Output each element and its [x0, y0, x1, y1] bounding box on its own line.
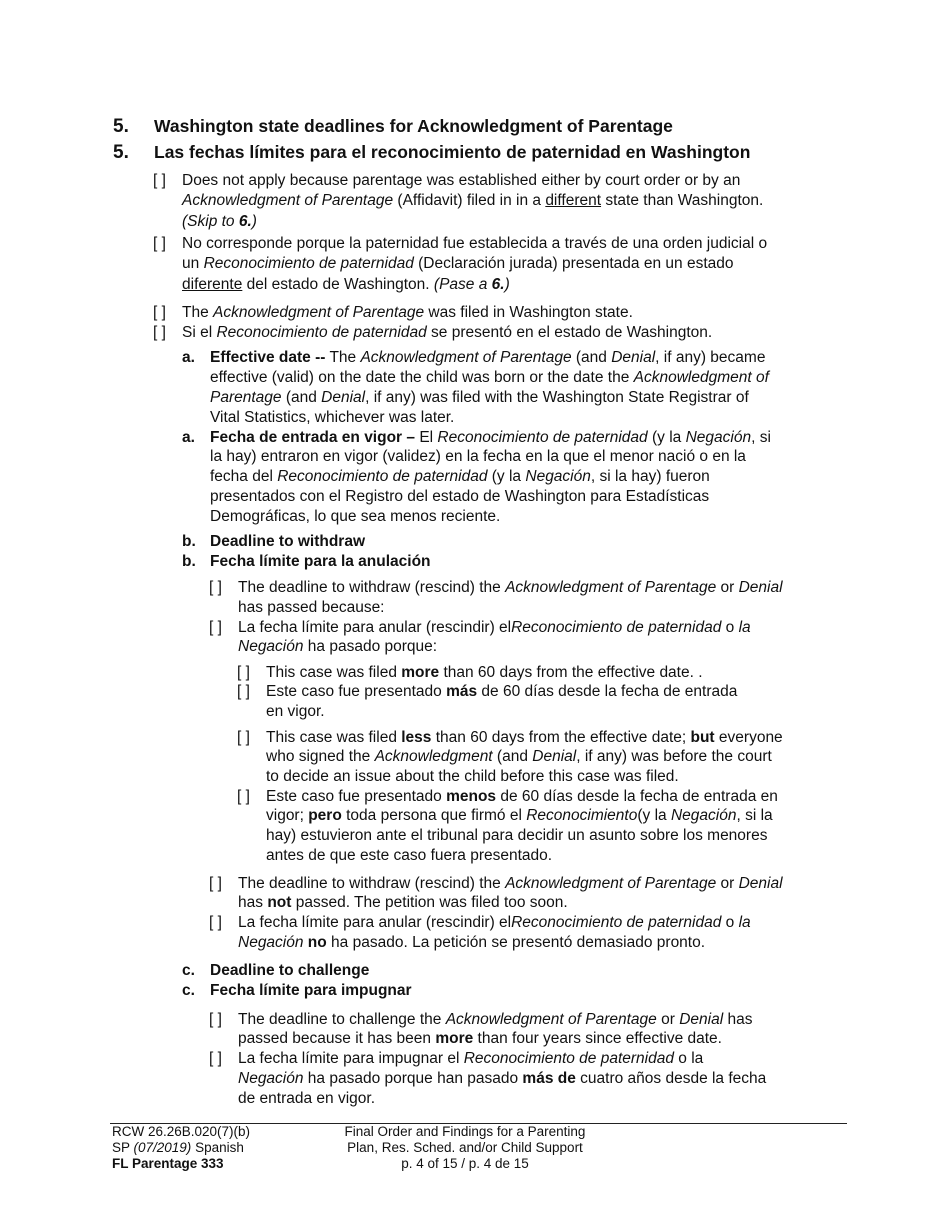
b-notpassed-en-line1: The deadline to withdraw (rescind) the Acknowledgment of Parentage or Denial — [238, 875, 783, 892]
item-a-es-line3: fecha del Reconocimiento de paternidad (y la Negación, si la hay) fueron — [210, 468, 710, 485]
item-a-en-line2: effective (valid) on the date the child was born or the date the Acknowledgment of — [210, 369, 769, 386]
more60-es-line1: Este caso fue presentado más de 60 días desde la fecha de entrada — [266, 683, 738, 700]
checkbox-filed-wa-en[interactable]: [ ] — [153, 304, 166, 321]
checkbox-challenge-passed-en[interactable]: [ ] — [209, 1011, 222, 1028]
less60-es-line3: hay) estuvieron ante el tribunal para decidir un asunto sobre los menores — [266, 827, 768, 844]
less60-es-line4: antes de que este caso fuera presentado. — [266, 847, 553, 864]
less60-es-line2: vigor; pero toda persona que firmó el Reconocimiento(y la Negación, si la — [266, 807, 773, 824]
checkbox-not-apply-es[interactable]: [ ] — [153, 235, 166, 252]
checkbox-withdraw-passed-en[interactable]: [ ] — [209, 579, 222, 596]
footer-form-number: FL Parentage 333 — [112, 1156, 224, 1171]
item-a-es-line5: Demográficas, lo que sea menos reciente. — [210, 508, 501, 525]
c-es-line1: La fecha límite para impugnar el Reconocimiento de paternidad o la — [238, 1050, 704, 1067]
b-notpassed-es-line2: Negación no ha pasado. La petición se presentó demasiado pronto. — [238, 934, 706, 951]
item-c-label-en: c. — [182, 962, 195, 979]
section-title-en: Washington state deadlines for Acknowledgment of Parentage — [154, 116, 673, 136]
opt1-en-line1: Does not apply because parentage was established either by court order or by an — [182, 172, 741, 189]
opt2-es: Si el Reconocimiento de paternidad se presentó en el estado de Washington. — [182, 324, 713, 341]
item-a-es-line1: Fecha de entrada en vigor – El Reconocimiento de paternidad (y la Negación, si — [210, 429, 771, 446]
item-c-heading-en: Deadline to challenge — [210, 962, 370, 979]
opt1-en-line2: Acknowledgment of Parentage (Affidavit) filed in in a different state than Washington. — [182, 192, 764, 209]
checkbox-less60-en[interactable]: [ ] — [237, 729, 250, 746]
opt2-en: The Acknowledgment of Parentage was filed in Washington state. — [182, 304, 633, 321]
section-title-es: Las fechas límites para el reconocimiento de paternidad en Washington — [154, 142, 751, 162]
item-a-label-es: a. — [182, 429, 195, 446]
item-a-en-line4: Vital Statistics, whichever was later. — [210, 409, 455, 426]
c-en-line1: The deadline to challenge the Acknowledgment of Parentage or Denial has — [238, 1011, 753, 1028]
checkbox-less60-es[interactable]: [ ] — [237, 788, 250, 805]
less60-en-line1: This case was filed less than 60 days from the effective date; but everyone — [266, 729, 783, 746]
item-b-heading-es: Fecha límite para la anulación — [210, 553, 431, 570]
b-notpassed-en-line2: has not passed. The petition was filed too soon. — [238, 894, 568, 911]
checkbox-withdraw-notpassed-en[interactable]: [ ] — [209, 875, 222, 892]
footer-rcw: RCW 26.26B.020(7)(b) — [112, 1124, 251, 1139]
footer-page-number: p. 4 of 15 / p. 4 de 15 — [401, 1156, 529, 1171]
more60-es-line2: en vigor. — [266, 703, 325, 720]
opt1-es-line1: No corresponde porque la paternidad fue establecida a través de una orden judicial o — [182, 235, 768, 252]
footer-title-line2: Plan, Res. Sched. and/or Child Support — [347, 1140, 583, 1155]
b-notpassed-es-line1: La fecha límite para anular (rescindir) elReconocimiento de paternidad o la — [238, 914, 751, 931]
item-a-label-en: a. — [182, 349, 195, 366]
item-a-es-line4: presentados con el Registro del estado de Washington para Estadísticas — [210, 488, 710, 505]
less60-en-line3: to decide an issue about the child before this case was filed. — [266, 768, 679, 785]
checkbox-challenge-passed-es[interactable]: [ ] — [209, 1050, 222, 1067]
item-a-es-line2: la hay) entraron en vigor (validez) en la fecha en la que el menor nació o en la — [210, 448, 746, 465]
item-b-label-es: b. — [182, 553, 196, 570]
c-en-line2: passed because it has been more than four years since effective date. — [238, 1030, 722, 1047]
more60-en: This case was filed more than 60 days from the effective date. . — [266, 664, 703, 681]
item-b-heading-en: Deadline to withdraw — [210, 533, 366, 550]
footer-sp: SP (07/2019) Spanish — [112, 1140, 244, 1155]
checkbox-not-apply-en[interactable]: [ ] — [153, 172, 166, 189]
item-c-heading-es: Fecha límite para impugnar — [210, 982, 412, 999]
item-c-label-es: c. — [182, 982, 195, 999]
b-passed-es-line1: La fecha límite para anular (rescindir) elReconocimiento de paternidad o la — [238, 619, 751, 636]
footer-title-line1: Final Order and Findings for a Parenting — [344, 1124, 586, 1139]
opt1-es-line2: un Reconocimiento de paternidad (Declaración jurada) presentada en un estado — [182, 255, 734, 272]
less60-en-line2: who signed the Acknowledgment (and Denial, if any) was before the court — [266, 748, 772, 765]
checkbox-filed-wa-es[interactable]: [ ] — [153, 324, 166, 341]
b-passed-es-line2: Negación ha pasado porque: — [238, 638, 438, 655]
less60-es-line1: Este caso fue presentado menos de 60 días desde la fecha de entrada en — [266, 788, 778, 805]
item-b-label-en: b. — [182, 533, 196, 550]
item-a-en-line1: Effective date -- The Acknowledgment of Parentage (and Denial, if any) became — [210, 349, 766, 366]
opt1-es-line3: diferente del estado de Washington. (Pase a 6.) — [182, 276, 510, 293]
checkbox-withdraw-notpassed-es[interactable]: [ ] — [209, 914, 222, 931]
opt1-en-line3: (Skip to 6.) — [182, 213, 257, 230]
item-a-en-line3: Parentage (and Denial, if any) was filed with the Washington State Registrar of — [210, 389, 749, 406]
c-es-line2: Negación ha pasado porque han pasado más de cuatro años desde la fecha — [238, 1070, 767, 1087]
c-es-line3: de entrada en vigor. — [238, 1090, 376, 1107]
section-number-es: 5. — [113, 142, 129, 163]
checkbox-more60-es[interactable]: [ ] — [237, 683, 250, 700]
checkbox-more60-en[interactable]: [ ] — [237, 664, 250, 681]
section-number: 5. — [113, 116, 129, 137]
b-passed-en-line2: has passed because: — [238, 599, 385, 616]
b-passed-en-line1: The deadline to withdraw (rescind) the Acknowledgment of Parentage or Denial — [238, 579, 783, 596]
checkbox-withdraw-passed-es[interactable]: [ ] — [209, 619, 222, 636]
